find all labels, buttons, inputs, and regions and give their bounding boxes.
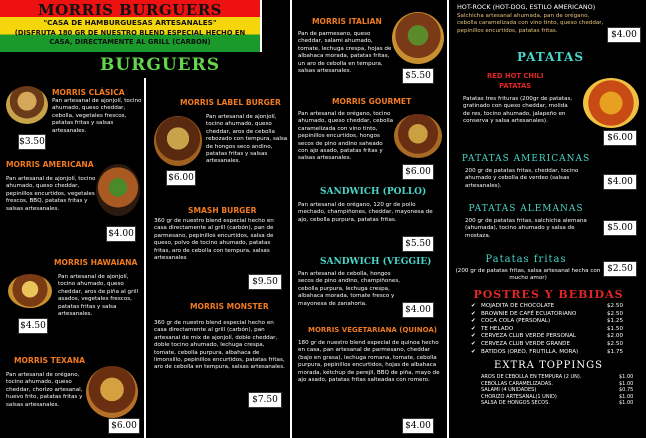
column-3	[294, 0, 446, 438]
price-tag: $4.00	[402, 418, 434, 434]
item-desc: 180 gr de nuestro blend especial de quinoa hecho en casa, pan artesanal de parmesano, cheddar (bajo en grasa), lechuga romana, tomate, cebolla purpura, pepinillos encurtidos, hojas de albahaca morada, kétchup de perejil, BBQ de piña, mayo de ajo asado, patatas fritas salteadas con romero.	[298, 340, 440, 384]
price-tag: $5.00	[603, 220, 637, 236]
item-title: SMASH BURGER	[188, 206, 257, 215]
list-item: SALSA DE HONGOS SECOS. $1.00	[481, 400, 634, 407]
price-tag: $2.50	[603, 261, 637, 277]
section-title: Patatas fritas	[485, 254, 567, 265]
price-tag: $6.00	[166, 170, 196, 186]
item-title: MORRIS ITALIAN	[312, 17, 382, 26]
burger-photo	[86, 366, 138, 418]
item-desc: 360 gr de nuestro blend especial hecho en casa directamente al grill (carbón), pan de parmesano, pepinillos encurtidos, salsa de queso, polvo de tocino ahumado, patatas fritas, aro de cebolla con tempura, salsas artesanales	[154, 218, 274, 262]
item-desc: Patatas tres frituras (200gr de patatas, gratinado con queso cheddar, molida de res, tocino ahumado, jalapeño en conserva y salsa artesanales).	[463, 96, 573, 125]
section-title: PATATAS ALEMANAS	[468, 204, 584, 214]
tagline: "CASA DE HAMBURGUESAS ARTESANALES"	[43, 18, 217, 27]
item-title: HOT-ROCK (HOT-DOG, ESTILO AMERICANO)	[457, 3, 596, 11]
price-tag: $4.00	[106, 226, 136, 242]
list-item: ✔ CERVEZA CLUB VERDE PERSONAL $2.00	[471, 333, 624, 340]
column-1	[0, 78, 144, 438]
drinks-heading: POSTRES Y BEBIDAS	[473, 288, 624, 301]
list-item: CHORIZO ARTESANAL(1 UNID) $1.00	[481, 393, 634, 400]
price-tag: $9.50	[248, 274, 282, 290]
list-item: ✔ TE HELADO $1.50	[471, 325, 624, 332]
check-icon: ✔	[471, 348, 476, 355]
item-title: MORRIS AMERICANA	[6, 160, 94, 169]
burger-photo	[394, 114, 442, 158]
item-desc: Pan artesanal de ajonjolí, tocino ahumado, queso cheddar, aros de cebolla rebozado con tempura, salsa de hongos seco andino, patatas fritas y salsas artesanales.	[206, 114, 288, 165]
item-title: MORRIS MONSTER	[190, 302, 269, 311]
item-desc: 360 gr de nuestro blend especial hecho en casa directamente al grill (carbón), pan artesanal de mix de ajonjolí, doble cheddar, doble tocino ahumado, lechuga crespa, tomate, cebolla purpura, albahaca de limonsillo, pepinillos encurtidos, patatas fritas, aro de cebolla en tempura, salsas artesanales.	[154, 320, 285, 371]
price-tag: $3.50	[18, 134, 46, 150]
item-title: MORRIS CLÁSICA	[52, 88, 125, 97]
divider	[290, 0, 292, 438]
list-item: ✔ BROWNIE DE CAFÉ ECUATORIANO $2.50	[471, 310, 624, 317]
burger-photo	[392, 12, 444, 64]
item-desc: Pan artesanal de ajonjolí, tocino ahumado, queso cheddar, pepinillos encurtidos, vegetales frescos, BBQ, patatas fritas y salsas artesanales.	[6, 176, 96, 212]
check-icon: ✔	[471, 318, 476, 325]
item-desc: Pan artesanal de ajonjolí, tocino ahumado, queso cheddar, aros de piña al grill asados, vegetales frescos, patatas fritas y salsa artesanales.	[58, 274, 139, 318]
item-title: SANDWICH (POLLO)	[320, 187, 427, 197]
list-item: ✔ COCA COLA (PERSONAL) $1.25	[471, 318, 624, 325]
check-icon: ✔	[471, 333, 476, 340]
price-tag: $4.00	[402, 302, 434, 318]
extras-list	[481, 374, 645, 407]
item-desc: 200 gr de patatas fritas, cheddar, tocino ahumado y cebolla de verdeo (salsas artesanales).	[465, 168, 579, 189]
price-tag: $5.50	[402, 236, 434, 252]
price-tag: $4.00	[607, 27, 641, 43]
column-2	[148, 78, 290, 438]
divider	[447, 0, 449, 438]
item-desc: Pan artesanal de cebolla, hongos secos de pino andino, champiñones, cebolla purpura, lechuga crespa, albahaca morada, tomate fresco y mayonesa de zanahoria.	[298, 271, 401, 307]
patatas-heading: PATATAS	[517, 50, 584, 64]
item-desc: Pan artesanal de orégano, 120 gr de pollo mechado, champiñones, cheddar, mayonesa de ajo, cebolla purpura, patatas fritas.	[298, 202, 433, 223]
item-title: MORRIS HAWAIANA	[54, 258, 138, 267]
item-desc: Pan artesanal de orégano, tocino ahumado, queso cheddar, chorizo artesanal, huevo frito, patatas fritas y salsas artesanales.	[6, 372, 83, 408]
item-desc: Salchicha artesanal ahumada, pan de orégano, cebolla caramelizada con vino tinto, queso cheddar, pepinillos encurtidos, patatas fritas.	[457, 13, 604, 34]
item-desc: (200 gr de patatas fritas, salsa artesanal hecha con mucho amor)	[455, 268, 601, 282]
price-tag: $4.50	[18, 318, 48, 334]
burger-photo	[154, 116, 202, 166]
price-tag: $5.50	[402, 68, 434, 84]
price-tag: $6.00	[108, 418, 140, 434]
item-desc: 200 gr de patatas fritas, salchicha alemana (ahumada), tocino ahumado y salsa de mostaza.	[465, 218, 587, 239]
check-icon: ✔	[471, 340, 476, 347]
promo-text: (DISFRUTA 180 GR DE NUESTRO BLEND ESPECIAL HECHO EN CASA, DIRECTAMENTE AL GRILL (CARBON)	[14, 29, 246, 46]
price-tag: $6.00	[603, 130, 637, 146]
burger-photo	[8, 274, 52, 308]
item-title: PATATAS	[499, 82, 532, 90]
check-icon: ✔	[471, 310, 476, 317]
list-item: SALAMI (4 UNIDADES) $0.75	[481, 387, 634, 394]
brand-title: MORRIS BURGUERS	[37, 1, 223, 19]
item-title: MORRIS VEGETARIANA (QUINOA)	[308, 326, 437, 334]
fries-photo	[583, 78, 639, 128]
burger-photo	[6, 86, 48, 124]
list-item: CEBOLLAS CARAMELIZADAS. $1.00	[481, 380, 634, 387]
item-desc: Pan artesanal de ajonjolí, tocino ahumado, queso cheddar, cebolla, vegetales frescos, patatas fritas y salsas artesanales.	[52, 98, 142, 134]
check-icon: ✔	[471, 325, 476, 332]
item-title: MORRIS LABEL BURGER	[180, 98, 281, 107]
price-tag: $4.00	[603, 174, 637, 190]
list-item: ✔ CERVEZA CLUB VERDE GRANDE $2.50	[471, 340, 624, 347]
extras-heading: EXTRA TOPPINGS	[494, 360, 603, 371]
burger-photo	[96, 164, 140, 216]
header-banner	[0, 0, 262, 52]
item-desc: Pan de parmesano, queso cheddar, salami ahumado, tomate, lechuga crespa, hojas de albahaca morada, patatas fritas, un aro de cebolla en tempura, salsas artesanales.	[298, 31, 392, 75]
price-tag: $7.50	[248, 392, 282, 408]
item-title: RED HOT CHILI	[487, 72, 544, 80]
list-item: AROS DE CEBOLLA EN TEMPURA (2 UN). $1.00	[481, 374, 634, 380]
item-title: MORRIS TEXANA	[14, 356, 85, 365]
column-4	[451, 0, 646, 438]
item-title: SANDWICH (VEGGIE)	[320, 257, 432, 267]
check-icon: ✔	[471, 303, 476, 309]
list-item: ✔ MOJADITA DE CHOCOLATE $2.50	[471, 303, 624, 309]
burgers-heading: BURGUERS	[100, 55, 221, 75]
divider	[144, 78, 146, 438]
drinks-list	[471, 303, 641, 356]
section-title: PATATAS AMERICANAS	[461, 154, 591, 164]
price-tag: $6.00	[402, 164, 434, 180]
item-title: MORRIS GOURMET	[332, 97, 412, 106]
item-desc: Pan artesanal de orégano, tocino ahumado, queso cheddar, cebolla caramelizada con vino tinto, pepinillos encurtidos, hongos secos de pino andino saheado con ajo asado, patatas fritas y salsas artesanales.	[298, 111, 394, 162]
list-item: ✔ BATIDOS (OREO, FRUTILLA, MORA) $1.75	[471, 348, 624, 355]
